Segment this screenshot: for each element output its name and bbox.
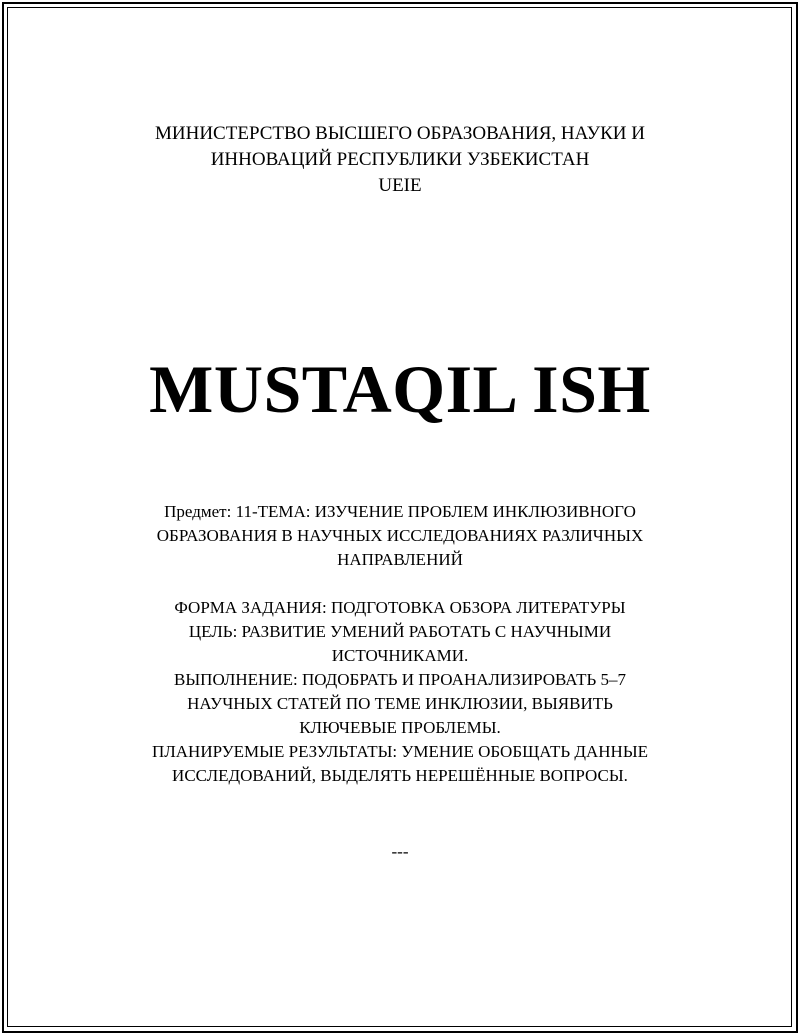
- institution-abbreviation: UEIE: [378, 175, 422, 196]
- task-execution-line-1: ВЫПОЛНЕНИЕ: ПОДОБРАТЬ И ПРОАНАЛИЗИРОВАТЬ 5–7: [174, 670, 626, 689]
- task-form-line: ФОРМА ЗАДАНИЯ: ПОДГОТОВКА ОБЗОРА ЛИТЕРАТУРЫ: [174, 598, 626, 617]
- task-description-block: [0, 596, 800, 788]
- task-results-line-2: ИССЛЕДОВАНИЙ, ВЫДЕЛЯТЬ НЕРЕШЁННЫЕ ВОПРОСЫ.: [172, 766, 628, 785]
- task-goal-line-2: ИСТОЧНИКАМИ.: [331, 646, 469, 665]
- ministry-line-2: ИННОВАЦИЙ РЕСПУБЛИКИ УЗБЕКИСТАН: [210, 149, 590, 170]
- task-execution-line-3: КЛЮЧЕВЫЕ ПРОБЛЕМЫ.: [299, 718, 501, 737]
- ministry-line-1: МИНИСТЕРСТВО ВЫСШЕГО ОБРАЗОВАНИЯ, НАУКИ И: [155, 123, 645, 144]
- subject-block: [0, 500, 800, 572]
- task-execution-line-2: НАУЧНЫХ СТАТЕЙ ПО ТЕМЕ ИНКЛЮЗИИ, ВЫЯВИТЬ: [187, 694, 613, 713]
- document-title: MUSTAQIL ISH: [149, 351, 651, 427]
- subject-line-3: НАПРАВЛЕНИЙ: [337, 550, 463, 569]
- task-goal-line-1: ЦЕЛЬ: РАЗВИТИЕ УМЕНИЙ РАБОТАТЬ С НАУЧНЫМИ: [188, 622, 612, 641]
- task-results-line-1: ПЛАНИРУЕМЫЕ РЕЗУЛЬТАТЫ: УМЕНИЕ ОБОБЩАТЬ ДАННЫЕ: [151, 742, 649, 761]
- separator-dashes: ---: [391, 842, 409, 861]
- ministry-header: [0, 121, 800, 199]
- subject-line-2: ОБРАЗОВАНИЯ В НАУЧНЫХ ИССЛЕДОВАНИЯХ РАЗЛИЧНЫХ: [156, 526, 644, 545]
- subject-line-1: Предмет: 11-ТЕМА: ИЗУЧЕНИЕ ПРОБЛЕМ ИНКЛЮЗИВНОГО: [164, 502, 636, 521]
